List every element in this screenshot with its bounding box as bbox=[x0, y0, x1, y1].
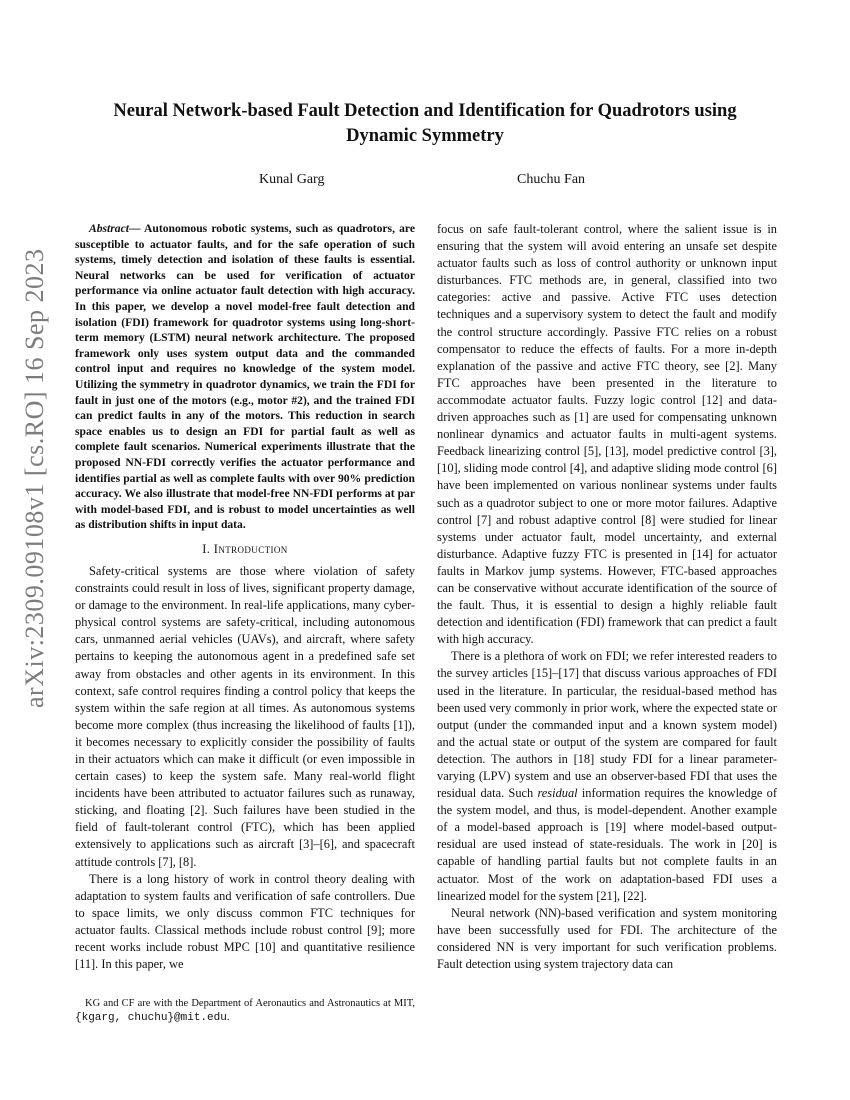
abstract-text: Autonomous robotic systems, such as quadrotors, are susceptible to actuator faults, and for the safe operation of such systems, timely detection and isolation of these faults is essential. Neural networks can be used for verification of actuator performance via online actuator fault detection with high accuracy. In this paper, we develop a novel model-free fault detection and isolation (FDI) framework for quadrotor systems using long-short-term memory (LSTM) neural network architecture. The proposed framework only uses system output data and the commanded control input and requires no knowledge of the system model. Utilizing the symmetry in quadrotor dynamics, we train the FDI for fault in just one of the motors (e.g., motor #2), and the trained FDI can predict faults in any of the motors. This reduction in search space enables us to design an FDI for partial fault as well as complete fault scenarios. Numerical experiments illustrate that the proposed NN-FDI correctly verifies the actuator performance and identifies partial as well as complete faults with over 90% prediction accuracy. We also illustrate that model-free NN-FDI performs at par with model-based FDI, and is robust to model uncertainties as well as distribution shifts in input data. bbox=[75, 222, 415, 532]
section-heading: I. Introduction bbox=[202, 541, 288, 556]
footnote-end: . bbox=[226, 1012, 230, 1023]
footnote-email: {kgarg, chuchu}@mit.edu bbox=[75, 1012, 227, 1024]
body-paragraph: Neural network (NN)-based verification and system monitoring have been successfully used for FDI. The architecture of the considered NN is very important for such verification problems. Fault detection using system trajectory data can bbox=[437, 905, 777, 972]
abstract bbox=[75, 221, 415, 533]
left-column bbox=[75, 221, 415, 973]
abstract-label: Abstract— bbox=[89, 222, 141, 235]
paragraph-text: information requires the knowledge of the system model, and thus, is model-dependent. Another example of a model-based approach is [19] where model-based output-residual are used instead of state-residuals. The work in [20] is capable of handling partial faults but not complete faults in an actuator. Most of the work on adaptation-based FDI uses a linearized model for the system [21], [22]. bbox=[437, 786, 777, 903]
author-name: Chuchu Fan bbox=[517, 172, 586, 187]
right-column bbox=[437, 221, 777, 973]
body-paragraph bbox=[437, 648, 777, 904]
footnote bbox=[75, 997, 415, 1025]
body-paragraph: There is a long history of work in control theory dealing with adaptation to system faults and verification of safe controllers. Due to space limits, we only discuss common FTC techniques for actuator faults. Classical methods include robust control [9]; more recent works include robust MPC [10] and quantitative resilience [11]. In this paper, we bbox=[75, 871, 415, 972]
paper-title: Neural Network-based Fault Detection and Identification for Quadrotors using Dynamic Symmetry bbox=[113, 101, 737, 146]
body-paragraph: Safety-critical systems are those where violation of safety constraints could result in loss of lives, significant property damage, or damage to the environment. In real-life applications, many cyber-physical control systems are safety-critical, including autonomous cars, unmanned aerial vehicles (UAVs), and aircraft, where safety pertains to keeping the autonomous agent in a predefined safe set away from obstacles and other agents in its environment. In this context, safe control requires finding a control policy that keeps the system within the safe region at all times. As autonomous systems become more complex (thus increasing the likelihood of faults [1]), it becomes necessary to explicitly consider the possibility of faults in their actuators which can make it difficult (or even impossible in certain cases) to keep the system safe. Many real-world flight incidents have been attributed to actuator failures such as runaway, sticking, and floating [2]. Such failures have been studied in the field of fault-tolerant control (FTC), which has been applied extensively to applications such as aircraft [3]–[6], and spacecraft attitude controls [7], [8]. bbox=[75, 563, 415, 869]
arxiv-identifier: arXiv:2309.09108v1 [cs.RO] 16 Sep 2023 bbox=[20, 248, 49, 708]
paragraph-text: There is a plethora of work on FDI; we refer interested readers to the survey articles [15]–[17] that discuss various approaches of FDI used in the literature. In particular, the residual-based method has been used very commonly in prior work, where the expected state or output (under the commanded input and a known system model) and the actual state or output of the system are compared for fault detection. The authors in [18] study FDI for a linear parameter-varying (LPV) system and use an observer-based FDI that uses the residual data. Such bbox=[437, 649, 777, 801]
emphasis-text: residual bbox=[537, 786, 578, 801]
author-name: Kunal Garg bbox=[259, 172, 325, 187]
body-paragraph: focus on safe fault-tolerant control, where the salient issue is in ensuring that the system will avoid entering an unsafe set despite actuator faults such as loss of control authority or unknown input disturbances. FTC methods are, in general, classified into two categories: active and passive. Active FTC uses detection techniques and a supervisory system to detect the fault and modify the control structure accordingly. Passive FTC relies on a robust compensator to reduce the effects of faults. For a more in-depth explanation of the passive and active FTC theory, see [2]. Many FTC approaches have been presented in the literature to accommodate actuator faults. Fuzzy logic control [12] and data-driven approaches such as [1] are used for compensating unknown nonlinear dynamics and actuator faults in multi-agent systems. Feedback linearizing control [5], [13], model predictive control [3], [10], sliding mode control [4], and adaptive sliding mode control [6] have been implemented on various nonlinear systems under faults such as a quadrotor subject to one or more motor failures. Adaptive control [7] and robust adaptive control [8] were studied for linear systems under actuator fault, model uncertainty, and external disturbance. Adaptive fuzzy FTC is presented in [14] for actuator faults in Markov jump systems. However, FTC-based approaches can be conservative without accurate identification of the source of the fault. Thus, it is essential to design a highly reliable fault detection and identification (FDI) framework that can predict a fault with high accuracy. bbox=[437, 222, 777, 647]
footnote-text: KG and CF are with the Department of Aeronautics and Astronautics at MIT, bbox=[85, 998, 415, 1009]
